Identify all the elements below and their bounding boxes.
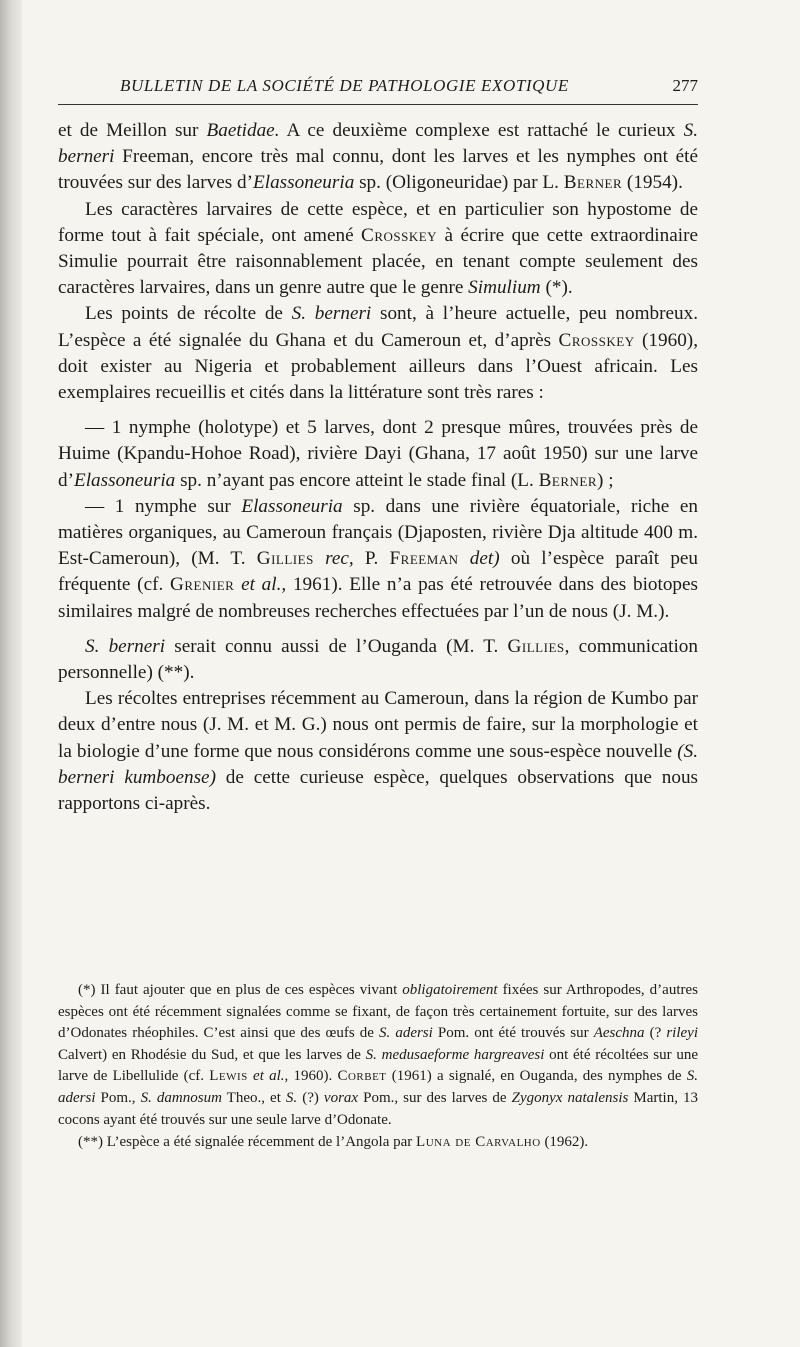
text-run: Les récoltes entreprises récemment au Cameroun, dans la région de Kumbo par deux d’entre nous (J. M. et M. G.) nous ont permis de faire, sur la morphologie et la biologie d’une forme que nous considérons comme une sous-espèce nouvelle [58,688,698,762]
author-name: Berner [538,469,598,491]
text-run: ont été récoltées sur une larve de Libellulide (cf. [58,1046,698,1085]
text-run: (1954). [622,172,683,194]
text-run: Freeman, encore très mal connu, dont les larves et les nymphes ont été trouvées sur des larves d’ [58,146,698,194]
page-number: 277 [672,76,698,95]
paragraph [58,118,698,197]
taxon-name: vorax [323,1089,359,1106]
text-run: — 1 nymphe sur [85,495,242,517]
paragraph [58,634,698,686]
taxon-name: S. berneri [85,635,166,657]
running-header [58,76,698,102]
author-name: Gillies [507,635,565,657]
italic-term: det) [469,548,500,570]
text-run: (**) L’espèce a été signalée récemment de l’Angola par [78,1134,417,1151]
list-item [58,494,698,625]
text-run: où l’espèce paraît peu fréquente (cf. [58,548,699,596]
text-run [459,548,470,569]
taxon-name: Aeschna [593,1025,645,1042]
text-run: P. [353,548,390,570]
text-run: (? [644,1025,667,1042]
taxon-name: Zygonyx natalensis [511,1089,629,1106]
text-run: Pom. ont été trouvés sur [432,1025,594,1042]
text-run: Les points de récolte de [85,303,292,325]
text-run: sont, à l’heure actuelle, peu nombreux. L’espèce a été signalée du Ghana et du Cameroun et, d’après [58,303,698,351]
author-name: Gillies [256,548,314,570]
paragraph [58,301,698,406]
paragraph [58,686,698,817]
body-text [58,118,698,817]
text-run: ) ; [597,469,614,491]
taxon-name: Elassoneuria [241,495,343,517]
text-run: 1960). [288,1068,338,1085]
text-run: (*). [540,277,573,299]
author-name: Lewis [209,1068,248,1085]
taxon-name: S. berneri [58,120,698,168]
text-run: (1961) a signalé, en Ouganda, des nymphes de [386,1068,687,1085]
text-run: 1961). Elle n’a pas été retrouvée dans des biotopes similaires malgré de nombreuses recherches effectuées par l’un de nous (J. M.). [58,574,698,622]
text-run [314,548,325,569]
text-run: (1962). [540,1134,589,1151]
text-run: (?) [297,1089,324,1106]
author-name: Crosskey [361,224,438,246]
text-run: fixées sur Arthropodes, d’autres espèces ont été récemment signalées comme se fixant, de façon très certainement fortuite, sur des larves d’Odonates rhéophiles. C’est ainsi que des œufs de [58,982,698,1042]
taxon-name: Baetidae. [206,120,280,141]
author-name: Luna de Carvalho [416,1134,541,1151]
text-run: sp. dans une rivière équatoriale, riche en matières organiques, au Cameroun français (Djaposten, rivière Dja altitude 400 m. Est-Cameroun), (M. T. [58,495,698,570]
paragraph [58,197,698,302]
taxon-name: S. adersi [58,1068,699,1106]
italic-term: rec, [325,548,354,570]
taxon-name: S. berneri [291,303,372,325]
taxon-name: S. damnosum [140,1089,222,1106]
taxon-name: Elassoneuria [253,172,355,194]
text-run: Pom., [95,1089,141,1106]
text-run: sp. (Oligoneuridae) par L. [354,172,564,194]
text-run: Pom., sur des larves de [358,1089,512,1106]
header-rule [58,104,698,105]
author-name: Freeman [389,548,459,570]
footnote [58,980,698,1131]
taxon-name: S. adersi [378,1025,433,1042]
text-run: Martin, 13 cocons ayant été trouvés sur une seule larve d’Odonate. [58,1089,699,1128]
taxon-name: rileyi [666,1025,698,1042]
text-run: Calvert) en Rhodésie du Sud, et que les larves de [58,1046,366,1063]
italic-term: et al., [253,1068,289,1085]
text-run: A ce deuxième complexe est rattaché le curieux [279,120,684,141]
text-run: (*) Il faut ajouter que en plus de ces espèces vivant [78,982,403,998]
text-run: de cette curieuse espèce, quelques observations que nous rapportons ci-après. [58,766,699,815]
author-name: Crosskey [558,329,635,351]
text-run: (1960), doit exister au Nigeria et probablement ailleurs dans l’Ouest africain. Les exemplaires recueillis et cités dans la littérature sont très rares : [58,329,698,404]
text-run: , communication personnelle) (**). [58,635,698,684]
text-run: — 1 nymphe (holotype) et 5 larves, dont 2 presque mûres, trouvées près de Huime (Kpandu-Hohoe Road), rivière Dayi (Ghana, 17 août 1950) sur une larve d’ [58,417,698,491]
page-binding-edge [0,0,22,1347]
taxon-name: (S. berneri kumboense) [58,740,698,788]
text-run: sp. n’ayant pas encore atteint le stade final (L. [175,469,539,491]
taxon-name: Simulium [468,277,541,299]
journal-title: BULLETIN DE LA SOCIÉTÉ DE PATHOLOGIE EXOTIQUE [120,76,569,95]
footnote [58,1132,698,1154]
list-item [58,415,698,494]
italic-term: obligatoirement [402,982,498,998]
text-run: Theo., et [221,1089,286,1106]
taxon-name: S. medusaeforme hargreavesi [365,1046,545,1063]
text-run: Les caractères larvaires de cette espèce, et en particulier son hypostome de forme tout à fait spéciale, ont amené [58,198,698,246]
author-name: Corbet [337,1068,387,1085]
text-run: et de Meillon sur [58,120,207,141]
taxon-name: S. [285,1089,298,1106]
taxon-name: Elassoneuria [73,469,176,491]
author-name: Berner [563,172,623,194]
footnotes [58,980,698,1154]
text-run: à écrire que cette extraordinaire Simulie pourrait être raisonnablement placée, en tenant compte seulement des caractères larvaires, dans un genre autre que le genre [58,224,698,299]
italic-term: et al., [241,574,287,596]
text-run: serait connu aussi de l’Ouganda (M. T. [165,635,508,657]
author-name: Grenier [170,574,235,596]
